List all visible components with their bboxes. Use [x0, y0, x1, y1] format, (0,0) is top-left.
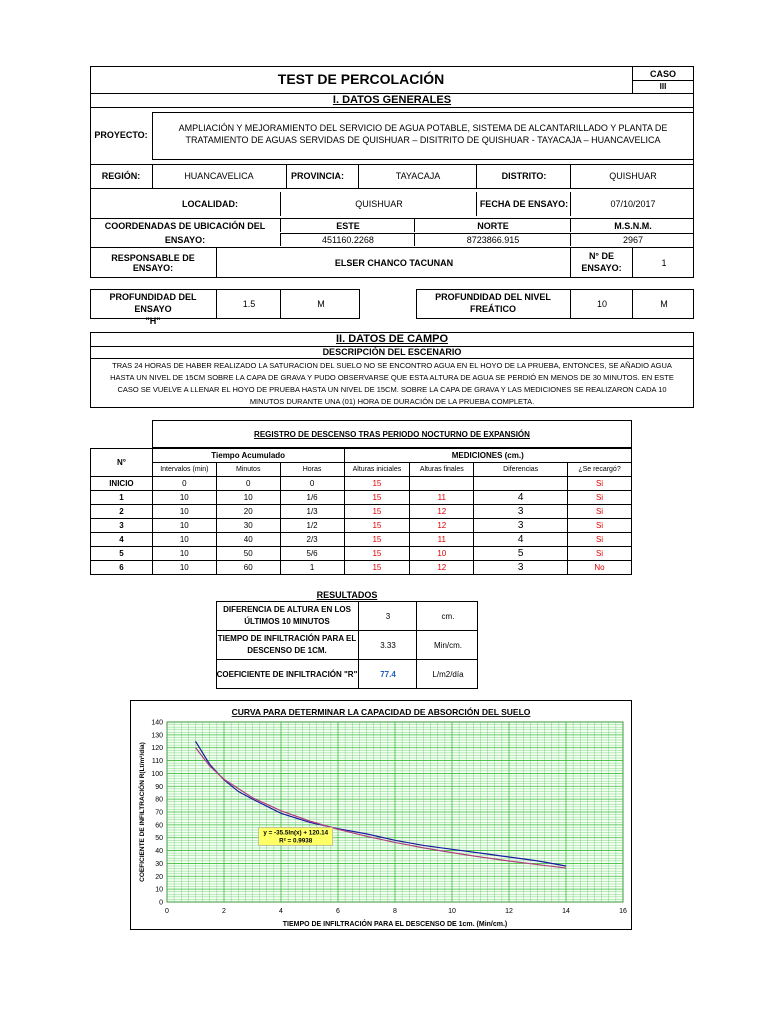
fecha-value: 07/10/2017	[570, 192, 695, 216]
freatico-label-2: FREÁTICO	[470, 304, 516, 314]
col-num-header: N°	[91, 449, 153, 477]
r2-label-1: TIEMPO DE INFILTRACIÓN PARA EL	[217, 634, 357, 643]
r2-label-2: DESCENSO DE 1CM.	[247, 646, 327, 655]
coord-label-1: COORDENADAS DE UBICACIÓN DEL	[104, 220, 266, 231]
table-cell: 5	[474, 547, 568, 561]
table-cell: 10	[152, 561, 216, 575]
col-header: Alturas finales	[410, 463, 474, 477]
table-cell: Si	[568, 477, 632, 491]
x-tick-label: 4	[279, 908, 283, 915]
table-cell: 4	[474, 491, 568, 505]
r3-value: 77.4	[358, 660, 417, 688]
table-cell: 12	[410, 519, 474, 533]
table-cell: 50	[216, 547, 280, 561]
table-cell: 12	[410, 505, 474, 519]
table-cell: 2	[91, 505, 153, 519]
y-axis-label: COEFICIENTE DE INFILTRACIÓN R(Lt/m²/día)	[139, 742, 146, 882]
divider	[90, 358, 694, 359]
x-tick-label: 2	[222, 908, 226, 915]
divider	[90, 107, 694, 108]
caso-label: CASO	[649, 68, 676, 79]
provincia-value: TAYACAJA	[358, 164, 477, 188]
y-tick-label: 70	[155, 809, 163, 817]
table-cell: 10	[152, 519, 216, 533]
table-cell: INICIO	[91, 477, 153, 491]
descripcion-line: HASTA UN NIVEL DE 15CM SOBRE LA CAPA DE GRAVA Y PUDO OBSERVARSE QUE ESTA ALTURA DE AGUA SE PERDIÓ EN MENOS DE 30 MINUTOS. EN ESTE	[110, 373, 674, 382]
col-header: ¿Se recargó?	[568, 463, 632, 477]
table-cell: 11	[410, 491, 474, 505]
proyecto-line-2: TRATAMIENTO DE AGUAS SERVIDAS DE QUISHUAR – DISITRITO DE QUISHUAR - TAYACAJA – HUANCAVELICA	[185, 135, 661, 145]
table-cell: 10	[152, 491, 216, 505]
table-row	[91, 547, 632, 561]
table-cell: 10	[216, 491, 280, 505]
table-row	[91, 491, 632, 505]
table-cell: 10	[152, 533, 216, 547]
profundidad-value: 1.5	[216, 290, 281, 318]
profundidad-label	[90, 291, 216, 327]
table-cell: 3	[91, 519, 153, 533]
trendline-r2: R² = 0.9938	[279, 837, 313, 845]
este-value: 451160.2268	[280, 233, 415, 246]
table-cell: 1/2	[280, 519, 344, 533]
col-header: Diferencias	[474, 463, 568, 477]
freatico-label	[416, 291, 570, 315]
table-cell: Si	[568, 519, 632, 533]
table-cell: 4	[474, 533, 568, 547]
infiltration-chart	[130, 700, 632, 930]
y-tick-label: 120	[151, 745, 163, 753]
r1-label-1: DIFERENCIA DE ALTURA EN LOS	[223, 605, 351, 614]
descripcion-line: MINUTOS DURANTE UNA (01) HORA DE DURACIÓN DE LA PRUEBA COMPLETA.	[249, 397, 535, 406]
table-cell: 30	[216, 519, 280, 533]
profundidad-label-1: PROFUNDIDAD DEL ENSAYO	[109, 292, 197, 314]
col-header: Horas	[280, 463, 344, 477]
table-cell: 12	[410, 561, 474, 575]
x-tick-label: 12	[505, 908, 513, 915]
table-cell: No	[568, 561, 632, 575]
y-tick-label: 90	[155, 783, 163, 791]
descripcion-text	[90, 360, 694, 408]
r3-unit: L/m2/día	[416, 660, 479, 688]
trendline-equation: y = -35.5ln(x) + 120.14	[263, 829, 329, 837]
page-title: TEST DE PERCOLACIÓN	[277, 71, 445, 87]
r1-value: 3	[358, 602, 417, 630]
table-cell: 1/6	[280, 491, 344, 505]
table-row	[91, 533, 632, 547]
num-ensayo-value: 1	[632, 248, 695, 277]
table-cell: 3	[474, 561, 568, 575]
y-tick-label: 110	[151, 758, 163, 766]
norte-value: 8723866.915	[414, 233, 571, 246]
table-cell: 11	[410, 533, 474, 547]
este-label: ESTE	[280, 219, 415, 232]
table-cell: 0	[216, 477, 280, 491]
registro-title: REGISTRO DE DESCENSO TRAS PERIODO NOCTURNO DE EXPANSIÓN	[254, 429, 530, 439]
x-axis-label: TIEMPO DE INFILTRACIÓN PARA EL DESCENSO DE 1cm. (Min/cm.)	[282, 921, 508, 928]
table-cell: 1	[280, 561, 344, 575]
table-cell: 15	[344, 533, 410, 547]
col-header: Minutos	[216, 463, 280, 477]
r1-label	[216, 604, 358, 628]
y-tick-label: 60	[155, 822, 163, 830]
resultados-title: RESULTADOS	[316, 590, 378, 600]
r3-label: COEFICIENTE DE INFILTRACIÓN "R"	[216, 669, 358, 679]
descripcion-title: DESCRIPCIÓN DEL ESCENARIO	[322, 347, 462, 357]
table-cell: 15	[344, 519, 410, 533]
table-cell: 0	[152, 477, 216, 491]
table-cell: 2/3	[280, 533, 344, 547]
divider	[90, 188, 694, 189]
localidad-value: QUISHUAR	[280, 192, 477, 216]
msnm-value: 2967	[570, 233, 695, 246]
y-tick-label: 50	[155, 835, 163, 843]
r1-label-2: ÚLTIMOS 10 MINUTOS	[244, 617, 330, 626]
region-label: REGIÓN:	[101, 171, 141, 181]
table-row	[91, 477, 632, 491]
table-cell	[474, 477, 568, 491]
table-cell: Si	[568, 547, 632, 561]
table-cell: 6	[91, 561, 153, 575]
col-header: Alturas iniciales	[344, 463, 410, 477]
col-tiempo-header: Tiempo Acumulado	[152, 449, 344, 463]
table-cell: Si	[568, 491, 632, 505]
freatico-unit: M	[632, 290, 695, 318]
r2-label	[216, 633, 358, 657]
distrito-label: DISTRITO:	[476, 164, 571, 188]
y-tick-label: 30	[155, 860, 163, 868]
x-tick-label: 0	[165, 908, 169, 915]
table-cell: 15	[344, 491, 410, 505]
y-tick-label: 80	[155, 796, 163, 804]
x-tick-label: 10	[448, 908, 456, 915]
profundidad-label-2: "H"	[145, 316, 161, 326]
msnm-label: M.S.N.M.	[570, 219, 695, 232]
r2-value: 3.33	[358, 631, 417, 659]
col-header: Intervalos (min)	[152, 463, 216, 477]
table-cell: Si	[568, 505, 632, 519]
table-cell: Si	[568, 533, 632, 547]
coord-label-2: ENSAYO:	[164, 234, 206, 245]
num-ensayo-label-1: N° DE	[588, 251, 615, 261]
table-cell: 15	[344, 505, 410, 519]
descripcion-line: TRAS 24 HORAS DE HABER REALIZADO LA SATURACION DEL SUELO NO SE ENCONTRO AGUA EN EL HOYO DE LA PRUEBA, ENTONCES, SE AÑADIO AGUA	[112, 361, 672, 370]
table-cell: 60	[216, 561, 280, 575]
col-mediciones-header: MEDICIONES (cm.)	[344, 449, 632, 463]
freatico-value: 10	[570, 290, 633, 318]
table-cell: 4	[91, 533, 153, 547]
region-value: HUANCAVELICA	[152, 164, 285, 188]
x-tick-label: 8	[393, 908, 397, 915]
table-cell: 0	[280, 477, 344, 491]
table-cell	[410, 477, 474, 491]
y-tick-label: 40	[155, 848, 163, 856]
y-tick-label: 10	[155, 886, 163, 894]
y-tick-label: 130	[151, 732, 163, 740]
y-tick-label: 0	[159, 899, 163, 907]
num-ensayo-label	[570, 248, 632, 277]
fecha-label: FECHA DE ENSAYO:	[476, 192, 571, 216]
table-cell: 5	[91, 547, 153, 561]
y-tick-label: 20	[155, 873, 163, 881]
table-cell: 10	[410, 547, 474, 561]
r1-unit: cm.	[416, 602, 479, 630]
responsable-value: ELSER CHANCO TACUNAN	[216, 248, 571, 277]
y-tick-label: 100	[151, 770, 163, 778]
descripcion-line: CASO SE VUELVE A LLENAR EL HOYO DE PRUEBA HASTA UN NIVEL DE 15CM. SOBRE LA CAPA DE GRAVA Y LAS MEDICIONES SE REALIZARON CADA 10	[117, 385, 667, 394]
table-cell: 10	[152, 505, 216, 519]
chart-title: CURVA PARA DETERMINAR LA CAPACIDAD DE ABSORCIÓN DEL SUELO	[231, 707, 531, 717]
x-tick-label: 6	[336, 908, 340, 915]
table-cell: 3	[474, 505, 568, 519]
proyecto-line-1: AMPLIACIÓN Y MEJORAMIENTO DEL SERVICIO DE AGUA POTABLE, SISTEMA DE ALCANTARILLADO Y PLANTA DE	[178, 123, 668, 133]
table-cell: 10	[152, 547, 216, 561]
table-cell: 3	[474, 519, 568, 533]
section-title-general: I. DATOS GENERALES	[332, 94, 452, 106]
responsable-label: RESPONSABLE DE ENSAYO:	[111, 252, 195, 273]
distrito-value: QUISHUAR	[570, 164, 695, 188]
caso-value: III	[659, 81, 667, 91]
localidad-label: LOCALIDAD:	[182, 199, 238, 209]
y-tick-label: 140	[151, 719, 163, 727]
profundidad-unit: M	[280, 290, 361, 318]
norte-label: NORTE	[414, 219, 571, 232]
table-row	[91, 505, 632, 519]
table-cell: 1	[91, 491, 153, 505]
registro-table	[90, 448, 632, 575]
provincia-label: PROVINCIA:	[286, 164, 363, 188]
table-row	[91, 561, 632, 575]
x-tick-label: 14	[562, 908, 570, 915]
section-title-campo: II. DATOS DE CAMPO	[335, 333, 449, 345]
table-cell: 20	[216, 505, 280, 519]
num-ensayo-label-2: ENSAYO:	[581, 263, 622, 273]
table-cell: 40	[216, 533, 280, 547]
table-cell: 1/3	[280, 505, 344, 519]
table-cell: 15	[344, 547, 410, 561]
table-cell: 15	[344, 477, 410, 491]
x-tick-label: 16	[619, 908, 627, 915]
table-cell: 15	[344, 561, 410, 575]
proyecto-label: PROYECTO:	[94, 130, 148, 140]
r2-unit: Min/cm.	[416, 631, 479, 659]
freatico-label-1: PROFUNDIDAD DEL NIVEL	[435, 292, 551, 302]
table-cell: 5/6	[280, 547, 344, 561]
table-row	[91, 519, 632, 533]
